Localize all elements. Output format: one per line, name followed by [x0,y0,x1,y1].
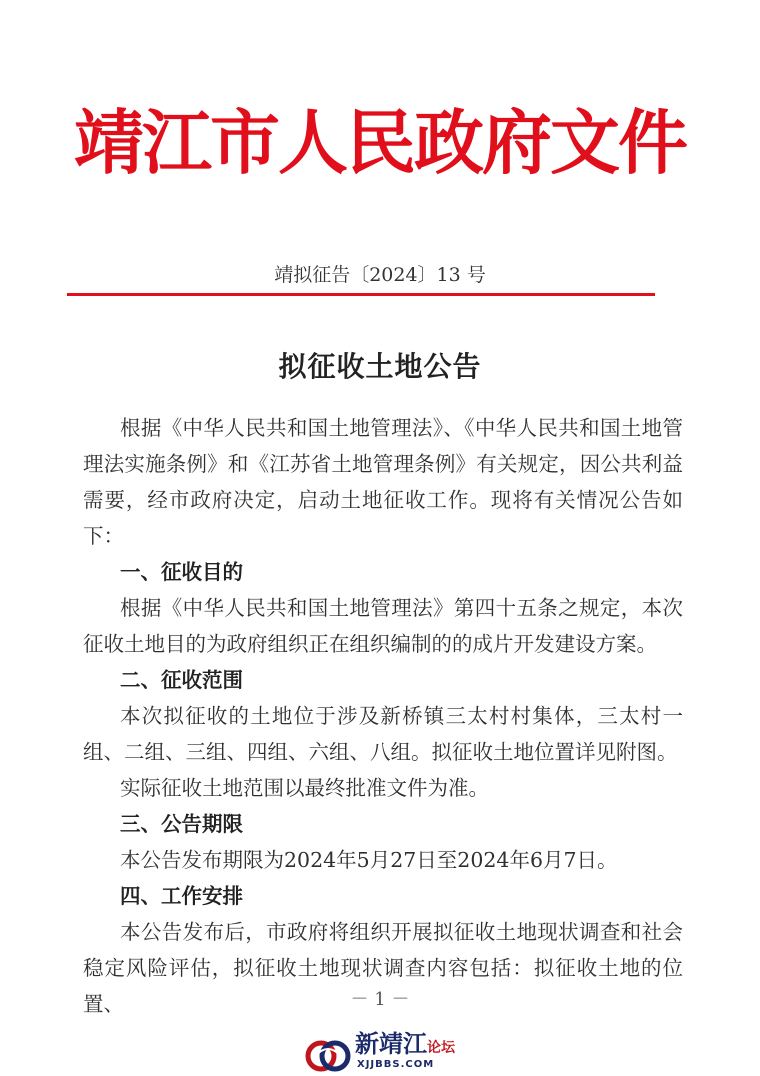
section-heading: 三、公告期限 [120,812,243,836]
forum-name-suffix: 论坛 [427,1040,455,1056]
section-heading: 一、征收目的 [120,560,243,584]
red-divider-line [67,293,655,296]
forum-name: 新靖江论坛 [355,1030,455,1058]
notice-body [83,410,683,1022]
section-paragraph: 根据《中华人民共和国土地管理法》第四十五条之规定，本次征收土地目的为政府组织正在组织编制的的成片开发建设方案。 [83,596,683,656]
section-paragraph: 本公告发布期限为2024年5月27日至2024年6月7日。 [120,848,618,872]
section-heading: 二、征收范围 [120,668,243,692]
notice-title: 拟征收土地公告 [278,350,482,383]
forum-logo-icon [305,1036,351,1076]
forum-url: XJJBBS.COM [357,1059,435,1070]
forum-watermark [305,1030,465,1076]
intro-paragraph: 根据《中华人民共和国土地管理法》、《中华人民共和国土地管理法实施条例》和《江苏省土地管理条例》有关规定，因公共利益需要，经市政府决定，启动土地征收工作。现将有关情况公告如下： [83,416,683,548]
document-header-title: 靖江市人民政府文件 [74,101,686,184]
section-paragraph: 本公告发布后，市政府将组织开展拟征收土地现状调查和社会稳定风险评估，拟征收土地现状调查内容包括：拟征收土地的位置、 [83,920,683,1016]
document-number: 靖拟征告〔2024〕13 号 [274,264,486,286]
section-heading: 四、工作安排 [120,884,243,908]
section-paragraph: 本次拟征收的土地位于涉及新桥镇三太村村集体，三太村一组、二组、三组、四组、六组、八组。拟征收土地位置详见附图。 [83,704,683,764]
section-paragraph: 实际征收土地范围以最终批准文件为准。 [120,776,489,800]
page-number: － 1 － [350,989,410,1010]
